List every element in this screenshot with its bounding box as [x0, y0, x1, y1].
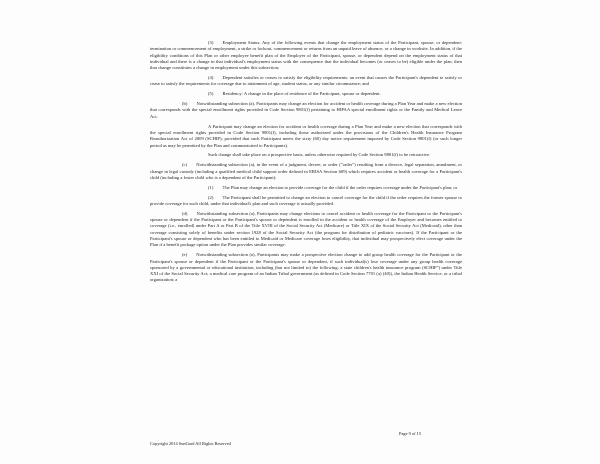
paragraph-subsection-c: (c) Notwithstanding subsection (a), in the event of a judgment, decree, or order ("order") resulting from a divorce, legal separation, annulment, or change in legal custody (including a qualified medical child support order defined in ERISA Section 609) which requires accident or health coverage for a Participant's child (including a foster child who is a dependent of the Participant): [150, 162, 462, 180]
paragraph-prospective-basis: Such change shall take place on a prospective basis, unless otherwise required by Code Section 9801(f) to be retroactive. [208, 152, 431, 158]
paragraph-subsection-e: (e) Notwithstanding subsection (a), Participants may make a prospective election change to add group health coverage for the Participant or the Participant's spouse or dependent if the Participant or the Participant's spouse or dependent, if such individual(s) lose coverage under any group health coverage sponsored by a governmental or educational institution, including (but not limited to) the following: a state children's health insurance program (SCHIP") under Title XXI of the Social Security Act; a medical care program of an Indian Tribal government (as defined in Code Section 7701 (a) (40)), the Indian Health Service, or a tribal organization; a [150, 252, 462, 283]
paragraph-c2: (2) The Participant shall be permitted to change an election to cancel coverage for the child if the order requires the former spouse to provide coverage for such child, under that individual's plan and such coverage is actually provided. [150, 194, 462, 206]
paragraph-residency: (5) Residency: A change in the place of residence of the Participant, spouse or dependent. [208, 91, 381, 97]
paragraph-employment-status: (3) Employment Status: Any of the following events that change the employment status of the Participant, spouse, or dependent: termination or commencement of employment, a strike or lockout, commencement or returns from an unpaid leave of absence, or a change in worksite. In addition, if the eligibility conditions of this Plan or other employee benefit plan of the Employer of the Participant, spouse, or dependent depend on the employment status of that individual and there is a change in that individual's employment status with the consequence that the individual becomes (or ceases to be) eligible under the plan, then that change constitutes a change in employment under this subsection; [150, 40, 462, 71]
document-body [150, 40, 462, 287]
paragraph-subsection-b: (b) Notwithstanding subsection (a), Participants may change an election for accident or health coverage during a Plan Year and make a new election that corresponds with the special enrollment rights provided in Code Section 9801(f) pertaining to HIPAA special enrollment rights or the Family and Medical Leave Act. [150, 101, 462, 119]
paragraph-dependent-eligibility: (4) Dependent satisfies or ceases to satisfy the eligibility requirements: an event that causes the Participant's dependent to satisfy or cease to satisfy the requirements for coverage due to attainment of age, student status, or any similar circumstance; and [150, 75, 462, 87]
paragraph-special-enrollment: A Participant may change an election for accident or health coverage during a Plan Year and make a new election that corresponds with the special enrollment rights provided in Code Section 9801(f), including those authorized under the provisions of the Children's Health Insurance Program Reauthorization Act of 2009 (SCHIP); provided that such Participant meets the sixty (60) day notice requirement imposed by Code Section 9801(f) (or such longer period as may be permitted by the Plan and communicated to Participants). [150, 123, 462, 148]
page-number: Page 9 of 15 [399, 431, 422, 436]
copyright-notice: Copyright 2014 SunGard All Rights Reserved [150, 441, 231, 446]
paragraph-subsection-d: (d) Notwithstanding subsection (a), Participants may change elections to cancel accident or health coverage for the Participant or the Participant's spouse or dependent if the Participant or the Participant's spouse or dependent is enrolled in the accident or health coverage of the Employer and becomes entitled to coverage (i.e., enrolled) under Part A or Part B of the Title XVIII of the Social Security Act (Medicare) or Title XIX of the Social Security Act (Medicaid), other than coverage consisting solely of benefits under section 1928 of the Social Security Act (the program for distribution of pediatric vaccines). If the Participant or the Participant's spouse or dependent who has been entitled to Medicaid or Medicare coverage loses eligibility, that individual may prospectively elect coverage under the Plan if a benefit package option under the Plan provides similar coverage. [150, 210, 462, 248]
paragraph-c1: (1) The Plan may change an election to provide coverage for the child if the order requires coverage under the Participant's plan; or [208, 184, 458, 190]
